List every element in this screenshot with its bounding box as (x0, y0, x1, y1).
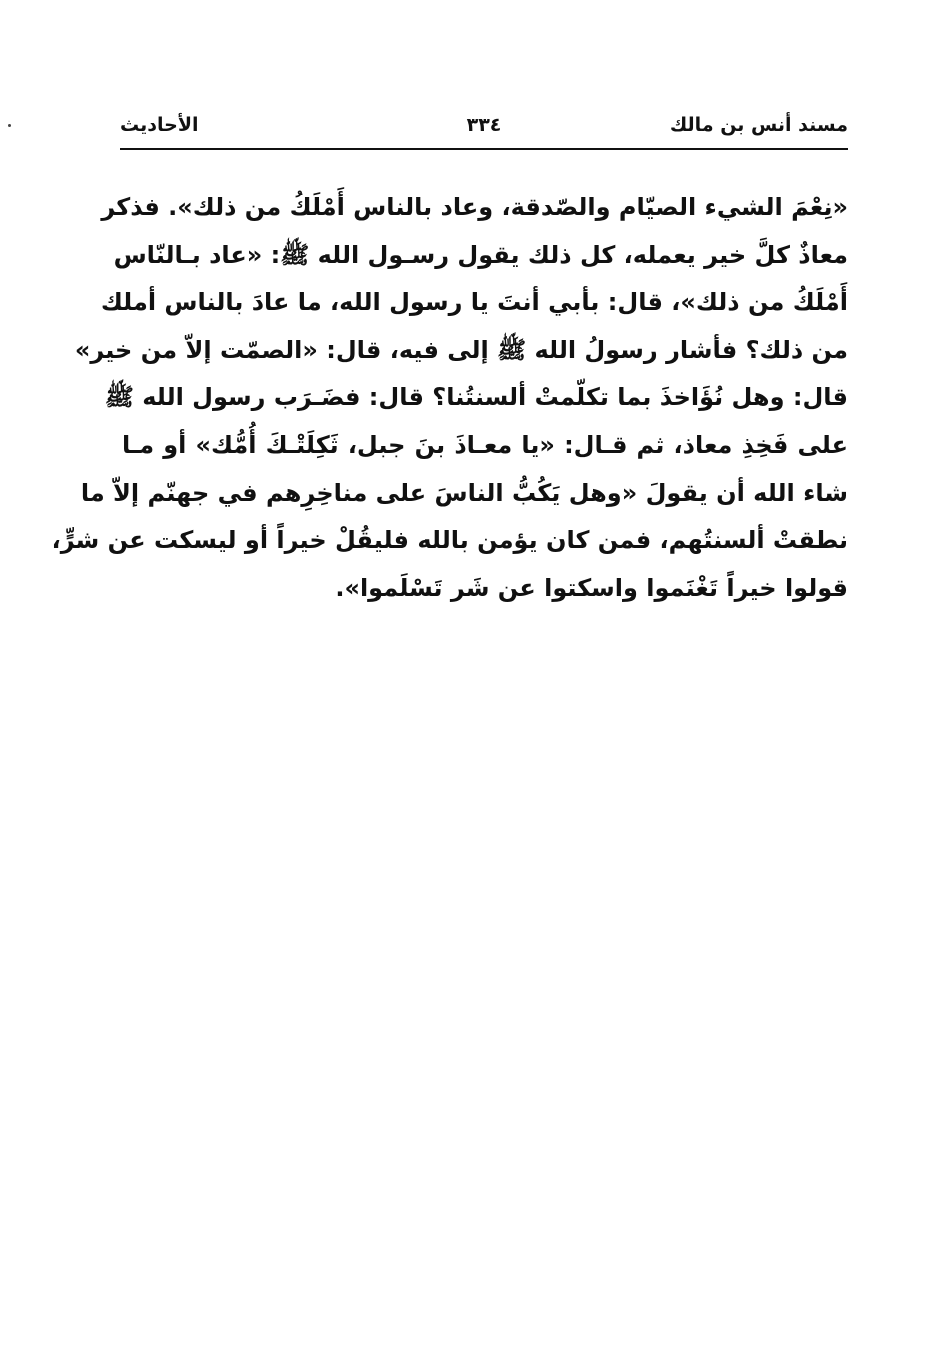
text-line: أَمْلَكُ من ذلك»، قال: بأبي أنتَ يا رسول الله، ما عادَ بالناس أملك (100, 288, 848, 317)
text-line: على فَخِذِ معاذ، ثم قـال: «يا معـاذَ بنَ جبل، ثَكِلَتْـكَ أُمُّك» أو مـا (122, 430, 848, 459)
text-line: «نِعْمَ الشيء الصيّام والصّدقة، وعاد بالناس أَمْلَكُ من ذلك». فذكر (101, 193, 848, 221)
page-number: ٣٣٤ (466, 114, 502, 136)
book-title: مسند أنس بن مالك (669, 114, 848, 136)
scan-speck (8, 124, 11, 127)
text-line: معاذٌ كلَّ خير يعمله، كل ذلك يقول رسـول الله ﷺ: «عاد بـالنّاس (113, 240, 848, 269)
text-line: قولوا خيراً تَغْنَموا واسكتوا عن شَر تَسْلَموا». (335, 573, 848, 602)
text-line: شاء الله أن يقولَ «وهل يَكُبُّ الناسَ على مناخِرِهم في جهنّم إلاّ ما (80, 478, 848, 507)
text-line: قال: وهل نُؤَاخذَ بما تكلّمتْ ألسنتُنا؟ قال: فضَـرَب رسول الله ﷺ (104, 383, 848, 412)
hadith-text (51, 184, 848, 612)
text-line: من ذلك؟ فأشار رسولُ الله ﷺ إلى فيه، قال: «الصمّت إلاّ من خير» (74, 335, 848, 364)
running-header (120, 110, 848, 146)
header-rule (120, 148, 848, 150)
text-line: نطقتْ ألسنتُهم، فمن كان يؤمن بالله فليقُلْ خيراً أو ليسكت عن شرٍّ، (51, 526, 848, 555)
section-title: الأحاديث (120, 114, 199, 136)
